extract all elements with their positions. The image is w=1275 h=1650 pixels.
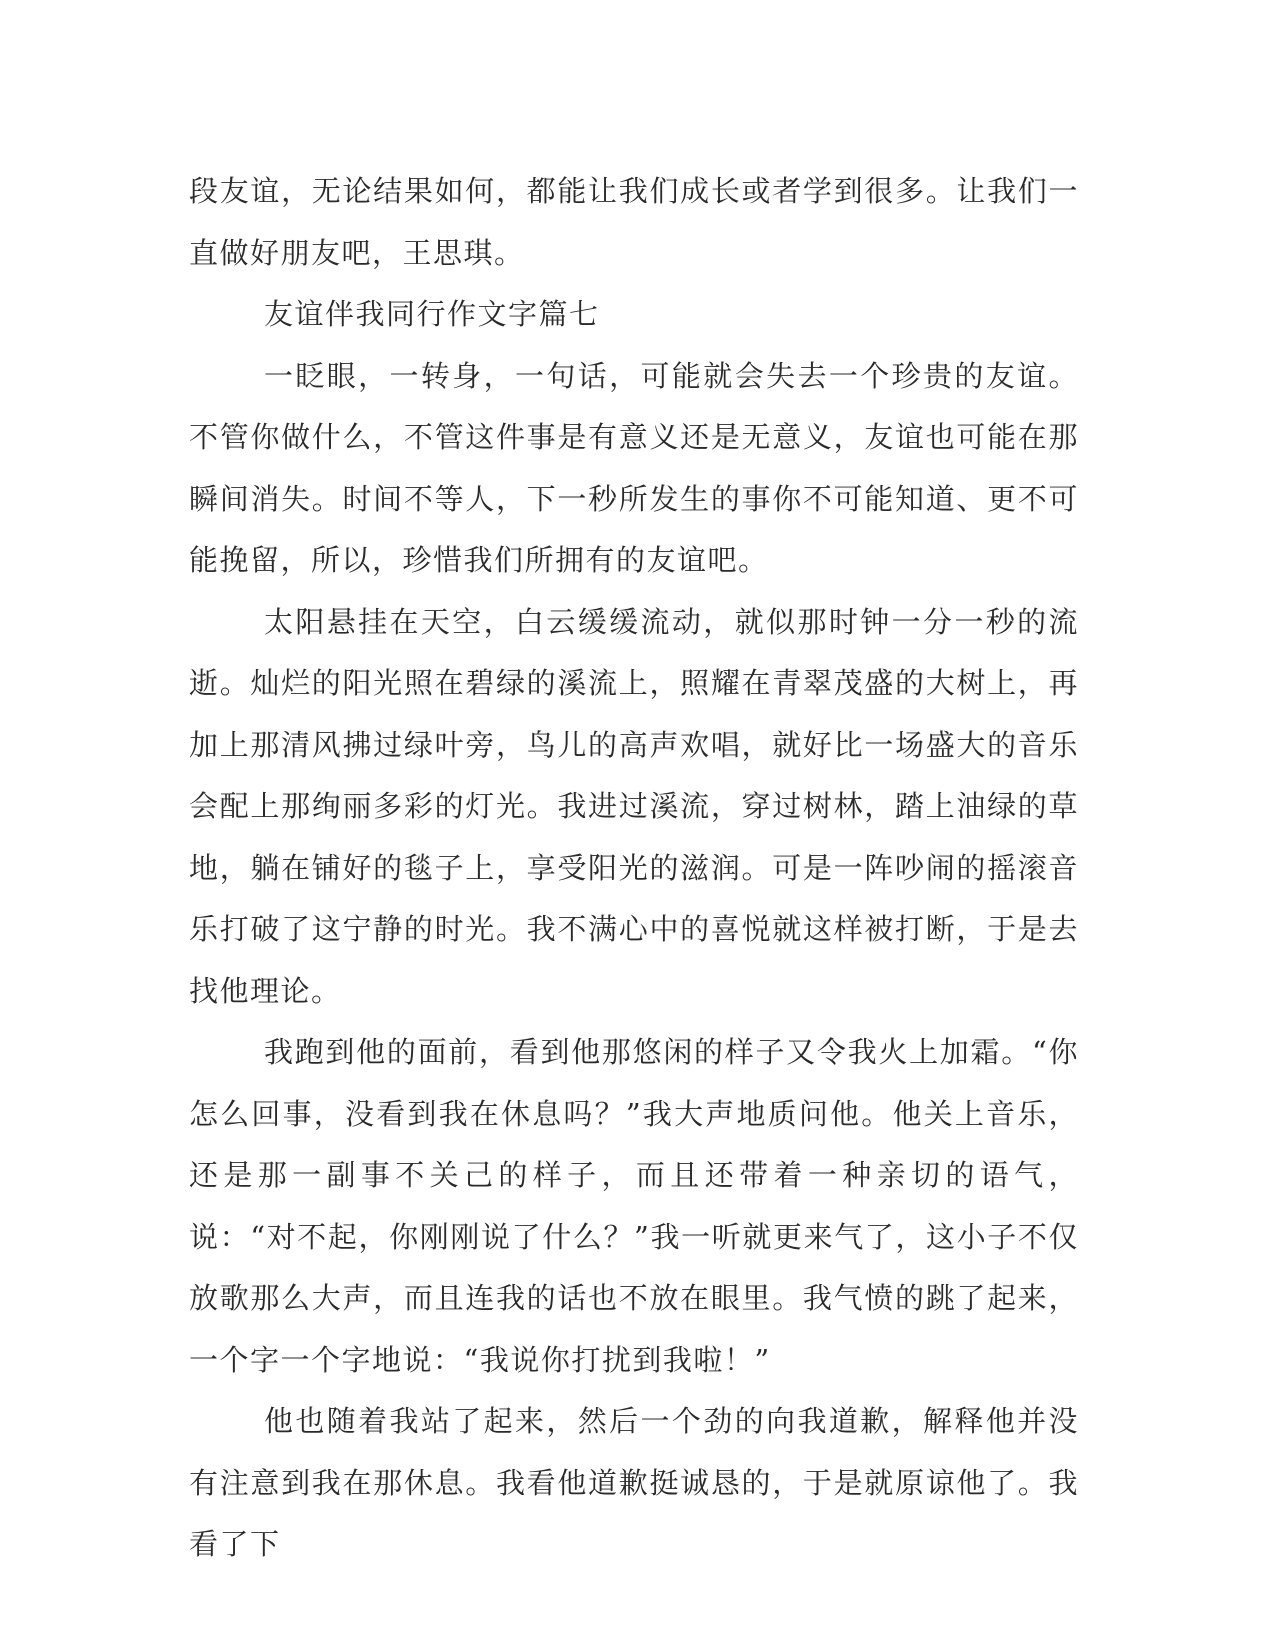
- section-heading: 友谊伴我同行作文字篇七: [264, 297, 600, 331]
- paragraph: 我跑到他的面前，看到他那悠闲的样子又令我火上加霜。“你怎么回事，没看到我在休息吗？”我大声地质问他。他关上音乐，还是那一副事不关己的样子，而且还带着一种亲切的语气，说：“对不起，你刚刚说了什么？”我一听就更来气了，这小子不仅放歌那么大声，而且连我的话也不放在眼里。我气愤的跳了起来，一个字一个字地说：“我说你打扰到我啦！”: [189, 1035, 1079, 1377]
- paragraph: 太阳悬挂在天空，白云缓缓流动，就似那时钟一分一秒的流逝。灿烂的阳光照在碧绿的溪流上，照耀在青翠茂盛的大树上，再加上那清风拂过绿叶旁，鸟儿的高声欢唱，就好比一场盛大的音乐会配上那绚丽多彩的灯光。我进过溪流，穿过树林，踏上油绿的草地，躺在铺好的毯子上，享受阳光的滋润。可是一阵吵闹的摇滚音乐打破了这宁静的时光。我不满心中的喜悦就这样被打断，于是去找他理论。: [189, 604, 1079, 1008]
- body-text: [189, 161, 1079, 1576]
- paragraph: 他也随着我站了起来，然后一个劲的向我道歉，解释他并没有注意到我在那休息。我看他道歉挺诚恳的，于是就原谅他了。我看了下: [189, 1404, 1079, 1561]
- paragraph: 一眨眼，一转身，一句话，可能就会失去一个珍贵的友谊。不管你做什么，不管这件事是有意义还是无意义，友谊也可能在那瞬间消失。时间不等人，下一秒所发生的事你不可能知道、更不可能挽留，所以，珍惜我们所拥有的友谊吧。: [189, 358, 1079, 577]
- paragraph-continuation: 段友谊，无论结果如何，都能让我们成长或者学到很多。让我们一直做好朋友吧，王思琪。: [189, 174, 1079, 270]
